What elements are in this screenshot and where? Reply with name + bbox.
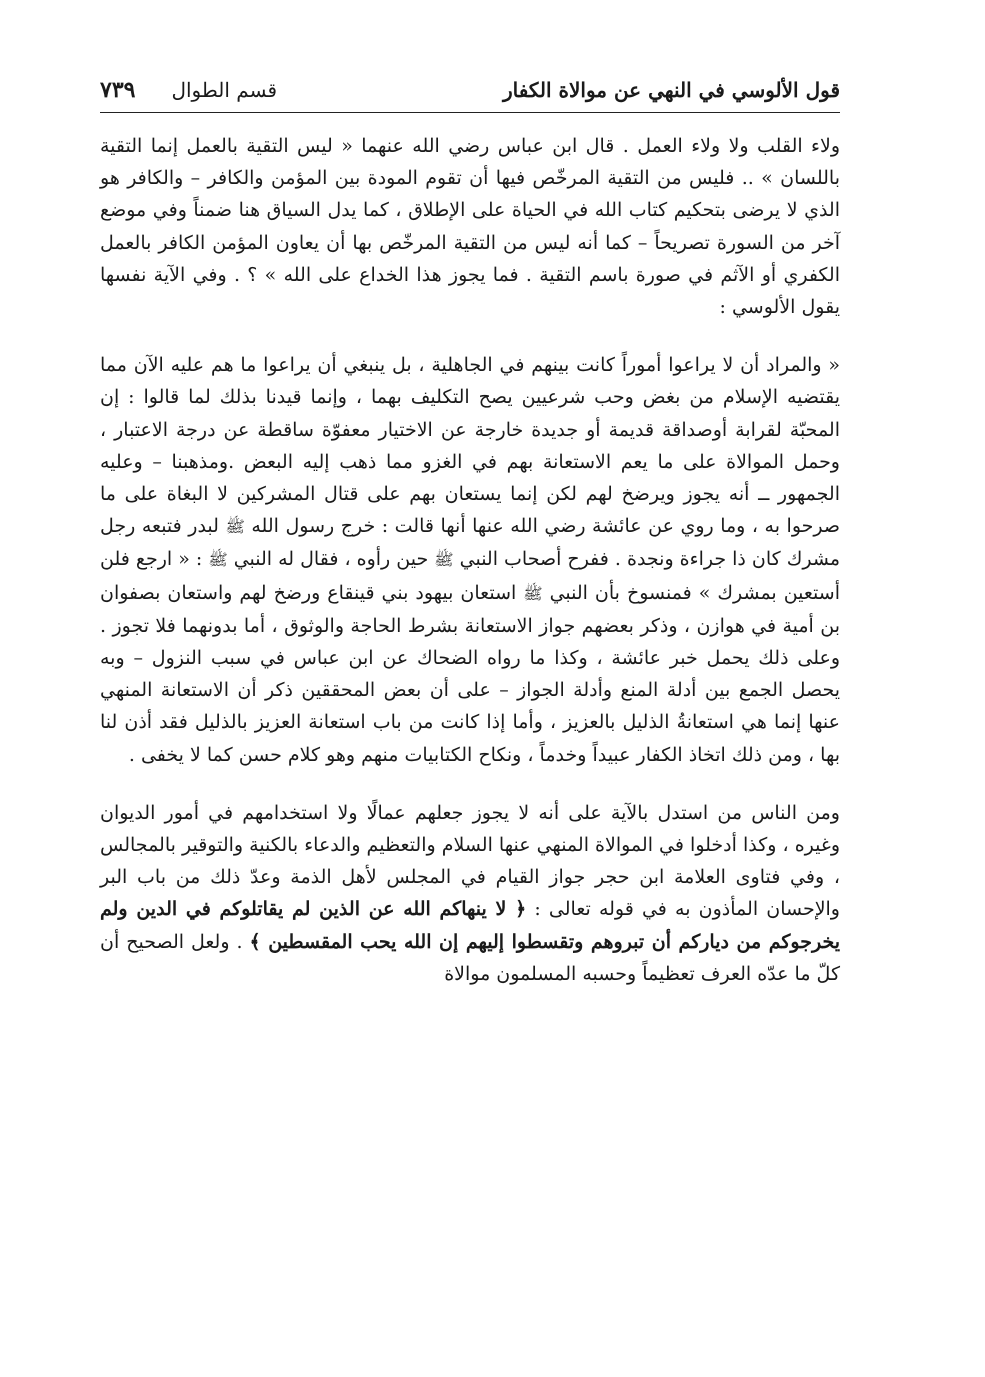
paragraph-1: ولاء القلب ولا ولاء العمل . قال ابن عباس رضي الله عنهما « ليس التقية بالعمل إنما التقية باللسان » .. فليس من التقية المرخّص فيها أن تقوم المودة بين المؤمن والكافر – والكافر هو الذي لا يرضى بتحكيم كتاب الله في الحياة على الإطلاق ، كما يدل السياق هنا ضمناً وفي موضع آخر من السورة تصريحاً – كما أنه ليس من التقية المرخّص بها أن يعاون المؤمن الكافر بالعمل الكفري أو الآثم في صورة باسم التقية . فما يجوز هذا الخداع على الله » ؟ . وفي الآية نفسها يقول الألوسي : bbox=[100, 135, 840, 319]
body-text bbox=[100, 130, 840, 990]
paragraph-2-quotation bbox=[100, 349, 840, 771]
salutation-glyph: ﷺ bbox=[225, 517, 245, 537]
section-name: قسم الطوال bbox=[171, 78, 277, 102]
text-segment: : « ارجع فلن أستعين بمشرك » فمنسوخ بأن النبي bbox=[99, 548, 840, 604]
text-segment: استعان بيهود بني قينقاع ورضخ لهم واستعان بصفوان بن أمية في هوازن ، وذكر بعضهم جواز الاستعانة بشرط الحاجة والوثوق ، أما بدونهما فلا تجوز . وعلى ذلك يحمل خبر عائشة ، وكذا ما رواه الضحاك عن ابن عباس في سبب النزول – وبه يحصل الجمع بين أدلة المنع وأدلة الجواز – على أن بعض المحققين ذكر أن الاستعانة المنهي عنها إنما هي استعانةُ الذليل بالعزيز ، وأما إذا كانت من باب استعانة العزيز بالذليل فقد أذن لنا بها ، ومن ذلك اتخاذ الكفار عبيداً وخدماً ، ونكاح الكتابيات منهم وهو كلام حسن كما لا يخفى . bbox=[100, 581, 840, 766]
running-title: قول الألوسي في النهي عن موالاة الكفار bbox=[502, 78, 840, 102]
text-segment: « والمراد أن لا يراعوا أموراً كانت بينهم في الجاهلية ، بل ينبغي أن يراعوا ما هم عليه الآن مما يقتضيه الإسلام من بغض وحب شرعيين يصح التكليف بهما ، وإنما قيدنا بذلك لما قالوا : إن المحبّة لقرابة أوصداقة قديمة أو جديدة خارجة عن الاختيار معفوّة ساقطة عن درجة الاعتبار ، وحمل الموالاة على ما يعم الاستعانة بهم في الغزو مما ذهب إليه البعض .ومذهبنا – وعليه الجمهور ــ أنه يجوز ويرضخ لهم لكن إنما يستعان بهم على قتال المشركين لا البغاة على ما صرحوا به ، وما روي عن عائشة رضي الله عنها أنها قالت : خرج رسول الله bbox=[100, 354, 841, 538]
quran-verse: ﴿ لا ينهاكم الله عن الذين لم يقاتلوكم في الدين ولم يخرجوكم من دياركم أن تبروهم وتقسطوا إليهم إن الله يحب المقسطين ﴾ bbox=[100, 898, 840, 953]
salutation-glyph: ﷺ bbox=[208, 550, 228, 570]
text-segment: لبدر فتبعه رجل مشرك كان ذا جراءة ونجدة . ففرح أصحاب النبي bbox=[100, 515, 840, 571]
salutation-glyph: ﷺ bbox=[523, 583, 543, 603]
text-segment: حين رأوه ، فقال له النبي bbox=[233, 548, 429, 571]
book-page bbox=[100, 0, 840, 1377]
page-number: ٧٣٩ bbox=[100, 77, 136, 103]
salutation-glyph: ﷺ bbox=[434, 550, 454, 570]
text-segment: . ولعل الصحيح أن كلّ ما عدّه العرف تعظيماً وحسبه المسلمون موالاة bbox=[100, 930, 840, 985]
header-divider bbox=[100, 112, 840, 113]
page-header bbox=[100, 70, 840, 110]
text-segment: ومن الناس من استدل بالآية على أنه لا يجوز جعلهم عمالًا ولا استخدامهم في أمور الديوان وغيره ، وكذا أدخلوا في الموالاة المنهي عنها السلام والتعظيم والدعاء بالكنية والتوقير بالمجالس ، وفي فتاوى العلامة ابن حجر جواز القيام في المجلس لأهل الذمة وعدّ ذلك من باب البر والإحسان المأذون به في قوله تعالى : bbox=[100, 801, 840, 921]
paragraph-3 bbox=[100, 797, 840, 990]
